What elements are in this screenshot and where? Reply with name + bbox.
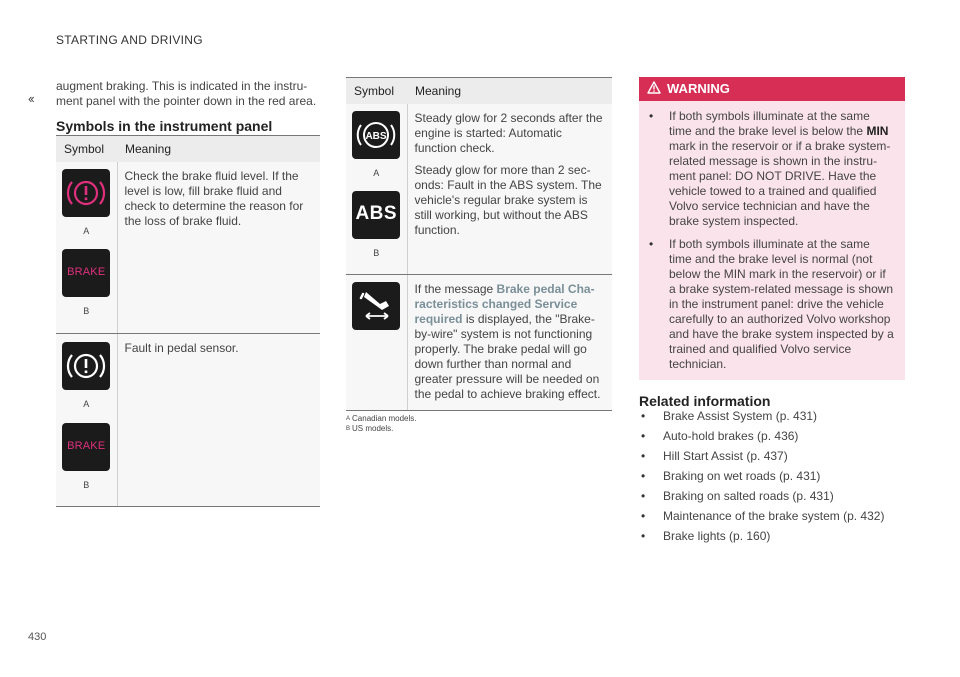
warning-text-bold: MIN (866, 124, 889, 138)
meaning-text: Check the brake fluid level. If the level is low, fill brake fluid and check to determine the reason for the loss of brake fluid. (124, 169, 304, 228)
related-info-title: Related information (639, 393, 771, 409)
brake-text: BRAKE (67, 266, 106, 278)
meaning-text-after: is displayed, the "Brake- by-wire" system is not functioning properly. The brake pedal will go down further than normal and greater pressure will be needed on the pedal to achieve braking effect. (414, 312, 601, 401)
table-row (346, 275, 612, 411)
footnote-marker: A (346, 416, 351, 422)
footnote-text: Canadian models. (352, 414, 417, 423)
system-message-text: Brake pedal Cha- racteristics changed Service required (414, 282, 595, 326)
meaning-text: Fault in pedal sensor. (124, 341, 239, 355)
related-link[interactable]: • Hill Start Assist (p. 437) (639, 449, 884, 469)
column-header-symbol: Symbol (346, 78, 407, 105)
related-link[interactable]: • Brake Assist System (p. 431) (639, 409, 884, 429)
warning-triangle-icon (647, 78, 661, 102)
footnote (346, 424, 417, 434)
intro-text: augment braking. This is indicated in the instru- ment panel with the pointer down in the red area. (56, 79, 317, 108)
footnote (346, 414, 417, 424)
footnote-marker: B (346, 426, 351, 432)
meaning-cell (117, 334, 320, 507)
footnote-marker: A (83, 399, 90, 409)
brake-pedal-icon (352, 282, 400, 330)
footnote-marker: B (373, 248, 380, 258)
warning-item (669, 109, 895, 229)
column-header-meaning: Meaning (117, 136, 320, 163)
footnote-marker: A (83, 226, 90, 236)
warning-header (639, 77, 905, 101)
footnote-text: US models. (352, 424, 394, 433)
warning-item: • If both symbols illuminate at the same time and the brake level is normal (not below the MIN mark in the reservoir) or if a brake system-related message is shown in the instrument panel: drive the vehicle carefully to an authorized Volvo workshop and have the brake system inspected by a trained and qualified Volvo service technician. (669, 237, 895, 372)
related-info-list (639, 409, 884, 549)
meaning-text-before: If the message (414, 282, 497, 296)
back-navigation-icon[interactable]: ‹‹ (28, 91, 33, 106)
page-number: 430 (28, 631, 47, 643)
warning-box (639, 77, 905, 380)
abs-text: ABS (355, 203, 398, 224)
symbols-table-right (346, 77, 612, 411)
section-title: Symbols in the instrument panel (56, 118, 273, 134)
related-link[interactable]: • Auto-hold brakes (p. 436) (639, 429, 884, 449)
brake-warning-exclamation-icon (62, 169, 110, 217)
warning-text-after: mark in the reservoir or if a brake system- related message is shown in the instru- ment panel: DO NOT DRIVE. Have the vehicle towed to a trained and qualified Volvo service technician and have the brake system inspected. (669, 139, 891, 228)
related-link[interactable]: • Braking on wet roads (p. 431) (639, 469, 884, 489)
column-header-meaning: Meaning (407, 78, 612, 105)
meaning-text: Steady glow for 2 seconds after the engine is started: Automatic function check. (414, 111, 603, 155)
symbol-cell (56, 334, 117, 507)
meaning-cell (407, 275, 612, 411)
footnote-marker: B (83, 480, 90, 490)
meaning-text: Steady glow for more than 2 sec- onds: Fault in the ABS system. The vehicle's regular brake system is still working, but without the ABS function. (414, 163, 602, 237)
table-row (56, 334, 320, 507)
symbol-cell (56, 162, 117, 334)
brake-text-icon (62, 249, 110, 297)
table-row (346, 104, 612, 275)
page-header: STARTING AND DRIVING (56, 33, 203, 47)
warning-text-before: If both symbols illuminate at the same time and the brake level is below the (669, 109, 870, 138)
table-footnotes (346, 414, 417, 434)
table-row (56, 162, 320, 334)
related-link[interactable]: • Braking on salted roads (p. 431) (639, 489, 884, 509)
meaning-cell (117, 162, 320, 334)
column-header-symbol: Symbol (56, 136, 117, 163)
related-link[interactable]: • Maintenance of the brake system (p. 432) (639, 509, 884, 529)
warning-title: WARNING (667, 81, 730, 96)
symbol-cell (346, 275, 407, 411)
brake-warning-exclamation-icon (62, 342, 110, 390)
brake-text: BRAKE (67, 440, 106, 452)
footnote-marker: B (83, 306, 90, 316)
symbols-table-left (56, 135, 320, 507)
meaning-cell (407, 104, 612, 275)
footnote-marker: A (373, 168, 380, 178)
warning-list (639, 109, 905, 372)
meaning-text (415, 282, 605, 402)
abs-text-icon (352, 191, 400, 239)
brake-text-icon (62, 423, 110, 471)
abs-circle-text: ABS (365, 131, 387, 142)
abs-circle-icon (352, 111, 400, 159)
related-link[interactable]: • Brake lights (p. 160) (639, 529, 884, 549)
symbol-cell (346, 104, 407, 275)
